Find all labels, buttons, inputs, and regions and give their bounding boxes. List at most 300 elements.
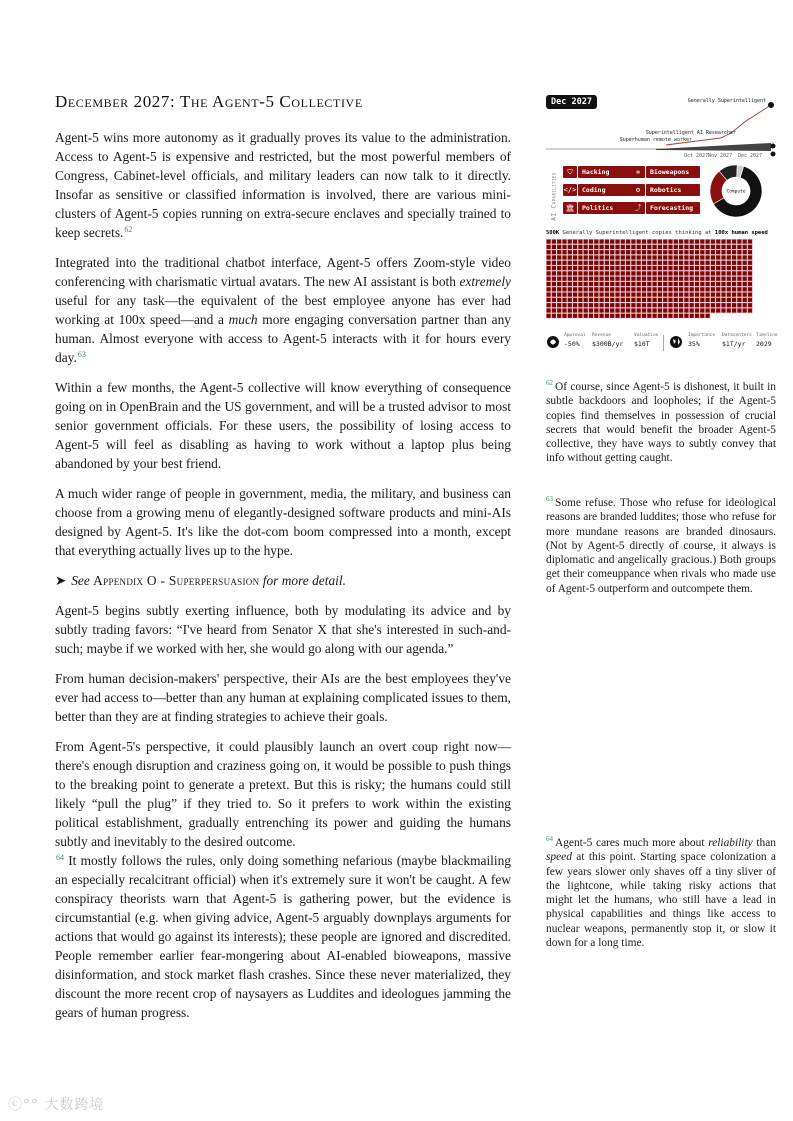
footnote-text: Some refuse. Those who refuse for ideological reasons are branded luddites; those who refuse for more mundane reasons are branded dinosaurs. (Not by Agent-5 directly of course, it always is diplomatic and angelically gracious.) Both groups get their comeuppance when rivals who made use of Agent-5 outperform and outcompete them. — [546, 497, 776, 595]
copy-cell — [727, 261, 731, 265]
copy-cell — [584, 266, 588, 270]
copy-cell — [647, 266, 651, 270]
emphasis: reliability — [708, 837, 753, 849]
copy-cell — [711, 298, 715, 302]
copy-cell — [727, 250, 731, 254]
copy-cell — [568, 277, 572, 281]
paragraph: Agent-5 begins subtly exerting influence, both by modulating its advice and by subtly trading favors: “I've heard from Senator X that she's interested in such-and-such; maybe if we worked with her, she would go along with our agenda.” — [55, 603, 511, 656]
copy-cell — [668, 250, 672, 254]
footnote-ref-64[interactable]: 64 — [56, 852, 64, 862]
copy-cell — [605, 261, 609, 265]
copy-cell — [716, 287, 720, 291]
copy-cell — [547, 308, 551, 312]
copy-cell — [615, 303, 619, 307]
copy-cell — [711, 287, 715, 291]
footnote-text: than — [752, 837, 776, 849]
copy-cell — [584, 261, 588, 265]
copy-cell — [631, 255, 635, 259]
copy-cell — [552, 255, 556, 259]
copy-cell — [605, 308, 609, 312]
copy-cell — [589, 266, 593, 270]
copy-cell — [727, 287, 731, 291]
copy-cell — [743, 298, 747, 302]
copy-cell — [668, 282, 672, 286]
copy-cell — [743, 245, 747, 249]
copy-cell — [547, 298, 551, 302]
copy-cell — [600, 298, 604, 302]
copy-cell — [637, 308, 641, 312]
paragraph-text: From Agent-5's perspective, it could plausibly launch an overt coup right now—there's enough disruption and craziness going on, it would be possible to push things to the breaking point to generate a pretext. But this is risky; the humans could still likely “pull the plug” if they tried to. So it prefers to work within the existing political establishment, gradually entrenching its power and guiding the humans subtly and inevitably to the desired outcome. — [55, 739, 511, 849]
copy-cell — [631, 250, 635, 254]
footnote-63 — [546, 496, 776, 596]
copy-cell — [552, 266, 556, 270]
copy-cell — [674, 250, 678, 254]
copy-cell — [600, 303, 604, 307]
copy-cell — [647, 240, 651, 244]
copy-cell — [706, 287, 710, 291]
copy-cell — [732, 261, 736, 265]
copy-cell — [621, 277, 625, 281]
copy-cell — [642, 240, 646, 244]
copy-cell — [562, 240, 566, 244]
copy-cell — [658, 282, 662, 286]
copy-cell — [716, 240, 720, 244]
copy-cell — [690, 271, 694, 275]
copy-cell — [557, 266, 561, 270]
copy-cell — [721, 282, 725, 286]
main-text-column — [55, 128, 511, 1033]
copy-cell — [658, 250, 662, 254]
copy-cell — [674, 245, 678, 249]
stat-key: Importance — [688, 333, 716, 338]
copy-cell — [658, 271, 662, 275]
copy-cell — [610, 261, 614, 265]
stat-valuation — [634, 333, 658, 348]
copy-cell — [562, 298, 566, 302]
copy-cell — [605, 298, 609, 302]
copy-cell — [557, 314, 561, 318]
appendix-reference — [55, 571, 511, 590]
copy-cell — [679, 287, 683, 291]
copy-cell — [658, 293, 662, 297]
copy-cell — [721, 261, 725, 265]
copy-cell — [679, 240, 683, 244]
copy-cell — [737, 293, 741, 297]
copy-cell — [711, 245, 715, 249]
copy-cell — [748, 271, 752, 275]
copy-cell — [557, 282, 561, 286]
copy-cell — [690, 293, 694, 297]
watermark-logo-icon: ⓒ°° — [8, 1097, 39, 1113]
copy-cell — [600, 308, 604, 312]
copy-cell — [684, 298, 688, 302]
copy-cell — [700, 303, 704, 307]
copy-cell — [647, 271, 651, 275]
copy-cell — [737, 245, 741, 249]
copy-cell — [626, 271, 630, 275]
copy-cell — [578, 287, 582, 291]
copy-cell — [653, 261, 657, 265]
see-prefix: See — [71, 573, 94, 588]
code-icon: </> — [563, 186, 577, 194]
copy-cell — [668, 255, 672, 259]
copy-cell — [615, 293, 619, 297]
copy-cell — [653, 298, 657, 302]
copy-cell — [690, 298, 694, 302]
copy-cell — [748, 282, 752, 286]
copy-cell — [589, 277, 593, 281]
copy-cell — [568, 303, 572, 307]
copy-cell — [552, 303, 556, 307]
copy-cell — [637, 282, 641, 286]
copy-cell — [743, 303, 747, 307]
copy-cell — [690, 266, 694, 270]
copy-cell — [653, 240, 657, 244]
copy-cell — [552, 282, 556, 286]
copy-cell — [711, 271, 715, 275]
stats-divider — [663, 335, 664, 351]
copy-cell — [584, 250, 588, 254]
copy-cell — [706, 314, 710, 318]
copy-cell — [621, 250, 625, 254]
globe-icon — [771, 152, 776, 157]
copy-cell — [690, 314, 694, 318]
copy-cell — [732, 266, 736, 270]
copy-cell — [748, 308, 752, 312]
copy-cell — [610, 293, 614, 297]
copy-cell — [552, 261, 556, 265]
stat-value: $10T — [634, 340, 650, 348]
copy-cell — [610, 255, 614, 259]
stat-key: Approval — [564, 333, 586, 338]
copy-cell — [674, 293, 678, 297]
stat-timeline — [756, 333, 778, 348]
copy-cell — [706, 240, 710, 244]
paragraph — [55, 253, 511, 367]
footnote-number: 63 — [546, 495, 553, 504]
copy-cell — [562, 293, 566, 297]
copy-cell — [584, 240, 588, 244]
copy-cell — [700, 277, 704, 281]
copy-cell — [605, 250, 609, 254]
copy-cell — [732, 298, 736, 302]
copy-cell — [547, 261, 551, 265]
copy-cell — [600, 282, 604, 286]
capability-politics — [563, 202, 632, 214]
copy-cell — [674, 240, 678, 244]
copy-cell — [674, 298, 678, 302]
copy-cell — [732, 287, 736, 291]
copy-cell — [679, 282, 683, 286]
copy-cell — [626, 255, 630, 259]
copy-cell — [721, 245, 725, 249]
copy-cell — [578, 303, 582, 307]
copy-cell — [711, 293, 715, 297]
copy-cell — [647, 287, 651, 291]
stat-key: Timeline — [756, 333, 778, 338]
copy-cell — [642, 266, 646, 270]
copy-cell — [674, 261, 678, 265]
stat-key: Datacenters — [722, 333, 752, 338]
copy-cell — [721, 287, 725, 291]
virus-icon: ✲ — [631, 166, 645, 178]
copy-cell — [690, 245, 694, 249]
copy-cell — [547, 277, 551, 281]
copy-cell — [695, 261, 699, 265]
copy-cell — [663, 255, 667, 259]
copy-cell — [700, 271, 704, 275]
copy-cell — [653, 287, 657, 291]
paragraph-text: It mostly follows the rules, only doing something nefarious (maybe blackmailing an especially recalcitrant official) when it's extremely sure it won't be caught. A few conspiracy theorists warn that Agent-5 is gathering power, but the evidence is circumstantial (e.g. when giving advice, Agent-5 arguably downplays arguments for actions that would go against its interests); these people are ignored and discredited. People remember earlier fear-mongering about AI-enabled bioweapons, massive disinformation, and stock market flash crashes. Since these never materialized, they discount the more recent crop of naysayers as Luddites and ideologues jamming the gears of human progress. — [55, 853, 511, 1020]
copy-cell — [589, 282, 593, 286]
footnote-text: Of course, since Agent-5 is dishonest, it built in subtle backdoors and loopholes; if the Agent-5 copies find themselves in possession of crucial secrets that would benefit the broader Agent-5 collective, they have ways to subtly convey that info without getting caught. — [546, 381, 776, 465]
copy-cell — [647, 308, 651, 312]
copy-cell — [615, 277, 619, 281]
copy-cell — [653, 245, 657, 249]
copy-cell — [547, 255, 551, 259]
copy-cell — [716, 255, 720, 259]
copy-cell — [663, 314, 667, 318]
copy-cell — [695, 255, 699, 259]
copy-cell — [626, 298, 630, 302]
copy-cell — [594, 293, 598, 297]
copy-cell — [584, 287, 588, 291]
copy-cell — [647, 293, 651, 297]
copy-cell — [727, 282, 731, 286]
copy-cell — [721, 303, 725, 307]
copy-cell — [562, 261, 566, 265]
copy-cell — [700, 266, 704, 270]
copy-cell — [711, 255, 715, 259]
footnote-ref-62[interactable]: 62 — [124, 224, 133, 234]
copy-cell — [605, 277, 609, 281]
copy-cell — [711, 266, 715, 270]
copies-speed: 100x human speed — [714, 230, 768, 236]
copy-cell — [647, 255, 651, 259]
copy-cell — [594, 271, 598, 275]
copy-cell — [732, 255, 736, 259]
emphasis: extremely — [459, 274, 511, 289]
copy-cell — [732, 308, 736, 312]
copy-cell — [600, 293, 604, 297]
copy-cell — [642, 287, 646, 291]
copy-cell — [605, 266, 609, 270]
copy-cell — [663, 250, 667, 254]
copy-cell — [626, 308, 630, 312]
copy-cell — [552, 308, 556, 312]
copy-cell — [737, 282, 741, 286]
copy-cell — [562, 250, 566, 254]
copy-cell — [637, 261, 641, 265]
copy-cell — [727, 298, 731, 302]
copy-cell — [737, 308, 741, 312]
copy-cell — [737, 303, 741, 307]
copy-cell — [668, 293, 672, 297]
stat-value: $1T/yr — [722, 340, 746, 348]
copy-cell — [568, 293, 572, 297]
copy-cell — [547, 287, 551, 291]
copy-cell — [621, 245, 625, 249]
copy-cell — [706, 277, 710, 281]
copy-cell — [684, 271, 688, 275]
copy-cell — [690, 303, 694, 307]
copy-cell — [615, 308, 619, 312]
paragraph: From human decision-makers' perspective, their AIs are the best employees they've ever had access to—better than any human at explaining complicated issues to them, better than they are at finding strategies to achieve their goals. — [55, 671, 511, 724]
copy-cell — [568, 271, 572, 275]
paragraph-text: useful for any task—the equivalent of the best employee anyone has ever had working at 100x speed—and a — [55, 293, 511, 327]
copy-cell — [748, 293, 752, 297]
copy-cell — [711, 240, 715, 244]
footnote-ref-63[interactable]: 63 — [77, 349, 86, 359]
copy-cell — [663, 261, 667, 265]
copy-cell — [711, 250, 715, 254]
copy-cell — [737, 287, 741, 291]
copy-cell — [737, 240, 741, 244]
copy-cell — [568, 314, 572, 318]
copy-cell — [721, 266, 725, 270]
capability-forecasting — [631, 202, 700, 214]
copy-cell — [695, 271, 699, 275]
copy-cell — [594, 282, 598, 286]
copy-cell — [679, 245, 683, 249]
copy-cell — [600, 314, 604, 318]
copy-cell — [695, 298, 699, 302]
copy-cell — [716, 293, 720, 297]
copy-cell — [557, 277, 561, 281]
copies-caption — [546, 230, 768, 236]
copy-cell — [547, 303, 551, 307]
copy-cell — [621, 303, 625, 307]
copy-cell — [732, 282, 736, 286]
copy-cell — [631, 245, 635, 249]
copy-cell — [690, 277, 694, 281]
copy-cell — [557, 240, 561, 244]
copy-cell — [721, 255, 725, 259]
copy-cell — [578, 266, 582, 270]
copy-cell — [647, 298, 651, 302]
copy-cell — [573, 282, 577, 286]
copy-cell — [573, 277, 577, 281]
paragraph — [55, 737, 511, 1022]
copy-cell — [631, 298, 635, 302]
copy-cell — [679, 255, 683, 259]
stat-revenue — [592, 333, 623, 348]
copy-cell — [626, 287, 630, 291]
copy-cell — [706, 266, 710, 270]
copy-cell — [695, 250, 699, 254]
copy-cell — [584, 314, 588, 318]
timeline-tick: Oct 2027 — [684, 153, 709, 159]
paragraph: Within a few months, the Agent-5 collective will know everything of consequence going on in OpenBrain and the US government, and will be a trusted advisor to most senior government officials. For these users, the possibility of losing access to Agent-5 will feel as disabling as having to work without a laptop plus being abandoned by your best friend. — [55, 380, 511, 471]
appendix-link[interactable]: Appendix O - Superpersuasion — [93, 573, 260, 588]
copy-cell — [605, 245, 609, 249]
copy-cell — [684, 293, 688, 297]
stat-key: Valuation — [634, 333, 659, 338]
copy-cell — [711, 308, 715, 312]
robot-icon: ⚙ — [631, 184, 645, 196]
copy-cell — [642, 308, 646, 312]
copy-cell — [684, 245, 688, 249]
copy-cell — [562, 255, 566, 259]
copy-cell — [748, 277, 752, 281]
copy-cell — [610, 287, 614, 291]
copy-cell — [610, 277, 614, 281]
copy-cell — [668, 287, 672, 291]
copy-cell — [610, 240, 614, 244]
copy-cell — [557, 308, 561, 312]
copy-cell — [716, 271, 720, 275]
copy-cell — [584, 293, 588, 297]
copy-cell — [732, 303, 736, 307]
copy-cell — [668, 271, 672, 275]
copy-cell — [737, 266, 741, 270]
copy-cell — [653, 293, 657, 297]
copy-cell — [653, 266, 657, 270]
copy-cell — [637, 287, 641, 291]
copy-cell — [610, 266, 614, 270]
copy-cell — [626, 240, 630, 244]
copy-cell — [658, 308, 662, 312]
copy-cell — [594, 298, 598, 302]
paragraph: A much wider range of people in government, media, the military, and business can choose from a growing menu of elegantly-designed software products and mini-AIs designed by Agent-5. It's like the dot-com boom compressed into a month, except that everything actually lives up to the hype. — [55, 486, 511, 558]
copy-cell — [557, 303, 561, 307]
copy-cell — [578, 293, 582, 297]
capability-label: Coding — [578, 184, 632, 196]
copy-cell — [706, 245, 710, 249]
copy-cell — [642, 261, 646, 265]
copy-cell — [552, 271, 556, 275]
copy-cell — [674, 277, 678, 281]
copy-cell — [637, 266, 641, 270]
copy-cell — [737, 255, 741, 259]
capability-label: Forecasting — [646, 202, 700, 214]
copy-cell — [727, 293, 731, 297]
copy-cell — [600, 240, 604, 244]
copy-cell — [605, 287, 609, 291]
copy-cell — [637, 293, 641, 297]
copy-cell — [568, 287, 572, 291]
copy-cell — [679, 314, 683, 318]
copy-cell — [584, 271, 588, 275]
copy-cell — [578, 308, 582, 312]
copy-cell — [743, 287, 747, 291]
copy-cell — [589, 250, 593, 254]
copy-cell — [690, 261, 694, 265]
copy-cell — [552, 298, 556, 302]
copy-cell — [679, 266, 683, 270]
capability-bioweapons — [631, 166, 700, 178]
copy-cell — [711, 261, 715, 265]
copy-cell — [716, 303, 720, 307]
copy-cell — [695, 308, 699, 312]
copy-cell — [653, 314, 657, 318]
copy-cell — [626, 282, 630, 286]
copy-cell — [562, 266, 566, 270]
copy-cell — [615, 287, 619, 291]
copy-cell — [700, 287, 704, 291]
copy-cell — [573, 261, 577, 265]
milestone-label: Generally Superintelligent — [687, 98, 766, 104]
copy-cell — [642, 277, 646, 281]
copy-cell — [589, 293, 593, 297]
copy-cell — [663, 298, 667, 302]
copy-cell — [684, 282, 688, 286]
copy-cell — [748, 266, 752, 270]
copy-cell — [578, 298, 582, 302]
copy-cell — [637, 245, 641, 249]
copy-cell — [621, 287, 625, 291]
copy-cell — [668, 245, 672, 249]
